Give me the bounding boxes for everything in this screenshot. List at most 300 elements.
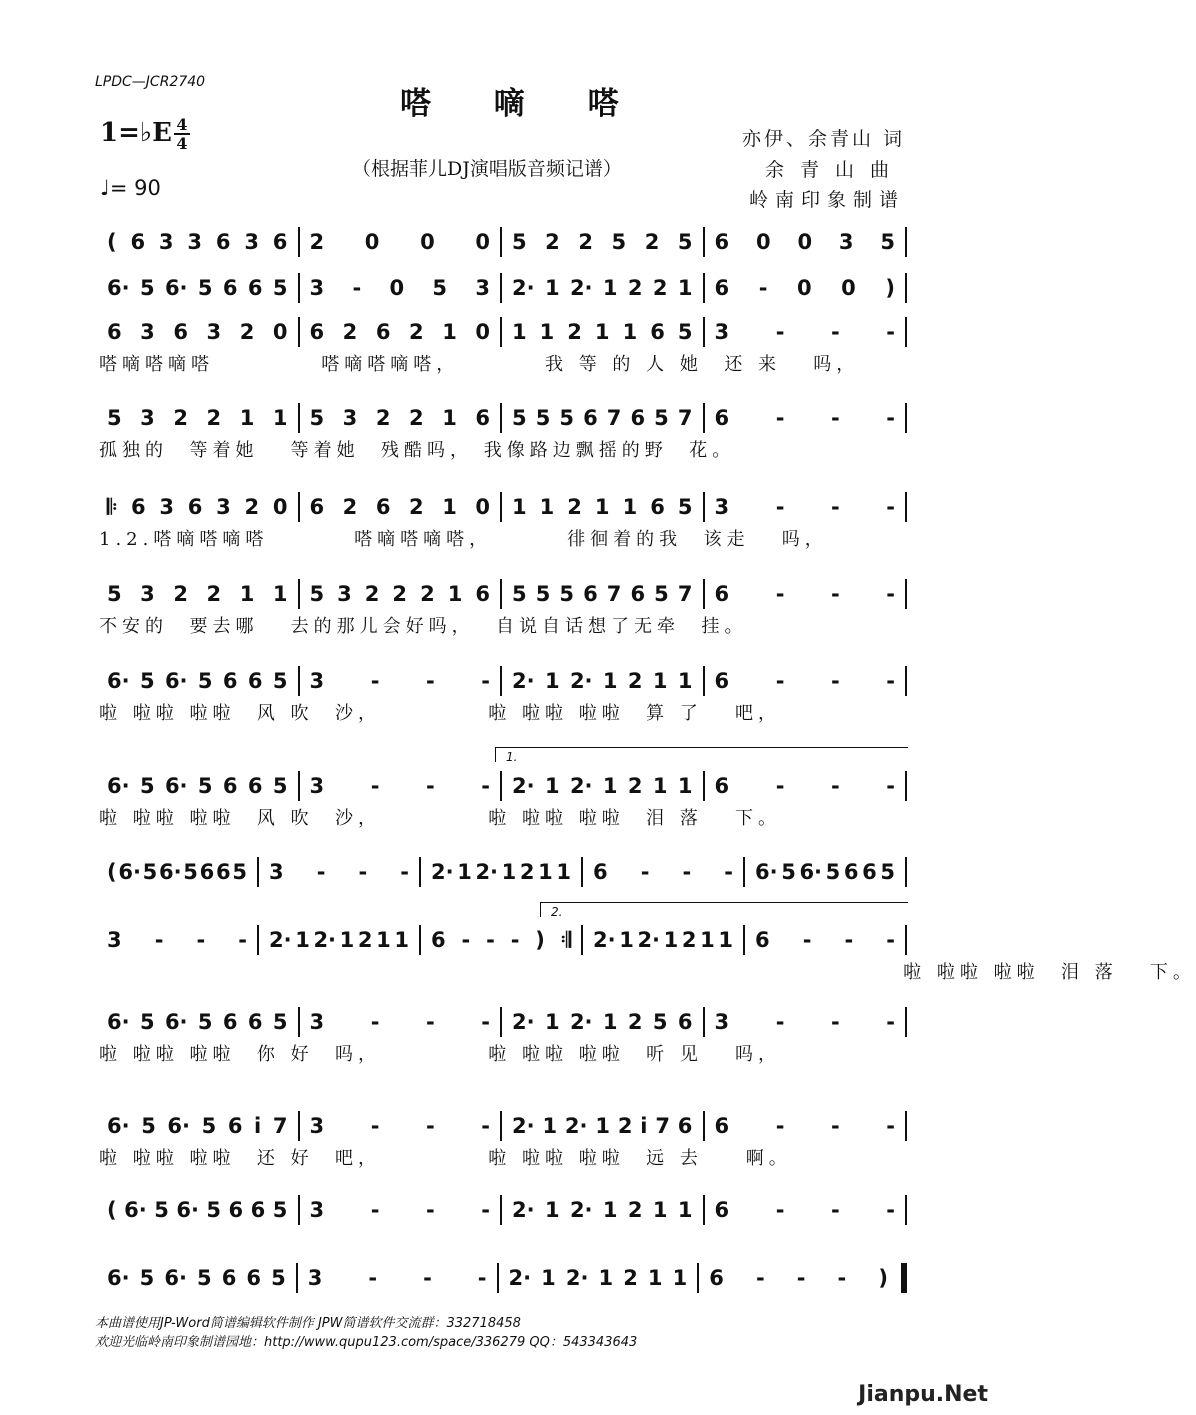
note-token: )	[878, 1266, 888, 1290]
note-token: -	[796, 1266, 806, 1290]
measure	[97, 312, 298, 352]
note-token: 5	[107, 406, 122, 430]
note-token: -	[755, 1266, 765, 1290]
composer-credit: 余青山曲	[764, 159, 905, 181]
barline	[905, 1007, 907, 1037]
measure	[502, 1106, 703, 1146]
note-token: 6·	[755, 860, 778, 884]
measure	[421, 920, 581, 960]
note-token: 5	[271, 1266, 286, 1290]
note-token: 5	[825, 860, 841, 884]
note-token: -	[775, 495, 785, 519]
measure	[300, 312, 501, 352]
note-token: -	[830, 406, 840, 430]
note-token: 1	[594, 320, 610, 344]
note-token: 6	[583, 582, 598, 606]
note-token: 6	[650, 495, 665, 519]
measure	[300, 222, 501, 262]
notation-line	[97, 920, 907, 960]
note-token: 1	[544, 774, 560, 798]
note-token: 0	[475, 495, 490, 519]
note-token: 2	[342, 495, 358, 519]
song-subtitle: （根据菲儿DJ演唱版音频记谱）	[352, 158, 622, 180]
note-token: 6	[714, 406, 730, 430]
note-token: i	[640, 1114, 648, 1138]
note-token: 6	[677, 1114, 693, 1138]
barline	[905, 1111, 907, 1141]
note-token: 2	[681, 928, 697, 952]
note-token: (	[107, 860, 117, 884]
note-token: 5	[197, 669, 213, 693]
note-token: 6	[272, 230, 288, 254]
measure	[97, 1106, 298, 1146]
measure	[705, 1002, 906, 1042]
measure	[705, 766, 906, 806]
note-token: 6·	[164, 774, 188, 798]
note-token: -	[758, 276, 768, 300]
measure	[502, 1190, 703, 1230]
note-token: 2·	[569, 1010, 593, 1034]
note-token: 5	[272, 1198, 288, 1222]
note-token: 3	[307, 1266, 323, 1290]
note-token: 2	[644, 230, 660, 254]
barline	[905, 771, 907, 801]
note-token: 2·	[569, 669, 593, 693]
note-token: -	[640, 860, 650, 884]
measure	[300, 1190, 501, 1230]
note-token: 2	[627, 669, 643, 693]
note-token: 6	[222, 774, 238, 798]
note-token: 6·	[107, 774, 130, 798]
measure	[97, 1190, 298, 1230]
note-token: 5	[139, 774, 155, 798]
note-token: 1	[447, 582, 463, 606]
note-token: -	[724, 860, 733, 884]
note-token: 5	[197, 774, 213, 798]
lyrics-line: 孤独的 等着她 等着她 残酷吗， 我像路边飘摇的野 花。	[99, 440, 736, 461]
measure	[97, 268, 298, 308]
note-token: -	[425, 774, 435, 798]
note-token: 5	[535, 582, 551, 606]
note-token: 0	[364, 230, 380, 254]
note-token: 3	[337, 582, 352, 606]
note-token: 6	[215, 230, 231, 254]
note-token: 6·	[158, 860, 182, 884]
note-token: 6	[199, 860, 215, 884]
note-token: 3	[309, 1198, 325, 1222]
lyrics-line: 啦 啦啦 啦啦 风 吹 沙， 啦 啦啦 啦啦 泪 落 下。	[99, 808, 782, 829]
barline	[905, 666, 907, 696]
lyrics-line: 1.2.嗒嘀嗒嘀嗒 嗒嘀嗒嘀嗒， 徘徊着的我 该走 吗，	[99, 529, 828, 550]
note-token: 6	[107, 320, 122, 344]
note-token: 6	[221, 1266, 237, 1290]
measure	[699, 1258, 898, 1298]
note-token: 6·	[167, 1114, 190, 1138]
note-token: 2	[409, 406, 424, 430]
note-token: 1	[442, 320, 457, 344]
note-token: 2	[627, 1198, 643, 1222]
measure	[705, 312, 906, 352]
note-token: -	[775, 1198, 785, 1222]
note-token: 1	[718, 928, 733, 952]
lyricist-credit: 亦伊、余青山 词	[741, 128, 905, 150]
measure	[97, 852, 257, 892]
note-token: 1	[677, 276, 693, 300]
note-token: 6	[215, 860, 231, 884]
measure	[705, 1106, 906, 1146]
note-token: 1	[544, 1010, 560, 1034]
song-title: 嗒 嘀 嗒	[400, 86, 645, 122]
note-token: 5	[154, 1198, 169, 1222]
measure	[705, 574, 906, 614]
note-token: -	[368, 1266, 378, 1290]
tempo-marking: ♩= 90	[100, 176, 161, 200]
note-token: 5	[652, 1010, 668, 1034]
note-token: -	[425, 1198, 435, 1222]
note-token: 1	[622, 495, 638, 519]
note-token: 5	[559, 582, 574, 606]
barline	[905, 227, 907, 257]
note-token: 5	[141, 1114, 156, 1138]
note-token: 2·	[508, 1266, 532, 1290]
note-token: 6	[475, 406, 490, 430]
note-token: 2	[627, 1010, 643, 1034]
note-token: 1	[239, 582, 255, 606]
note-token: 2·	[569, 1198, 593, 1222]
note-token: 1	[663, 928, 679, 952]
note-token: 6	[222, 669, 238, 693]
note-token: 1	[598, 1266, 614, 1290]
note-token: 0	[272, 495, 288, 519]
note-token: 6	[714, 1114, 730, 1138]
note-token: -	[423, 1266, 432, 1290]
note-token: 6·	[107, 1266, 130, 1290]
note-token: 6	[475, 582, 490, 606]
note-token: 5	[535, 406, 551, 430]
meter-top: 4	[176, 115, 188, 134]
note-token: -	[486, 928, 495, 952]
measure	[97, 1258, 296, 1298]
note-token: 6	[222, 276, 238, 300]
note-token: -	[886, 495, 895, 519]
note-token: 0	[841, 276, 856, 300]
note-token: 6	[431, 928, 446, 952]
measure	[259, 852, 419, 892]
measure	[502, 222, 703, 262]
note-token: 6	[650, 320, 665, 344]
note-token: -	[886, 582, 895, 606]
volta-bracket-1	[495, 747, 908, 762]
key-signature: 1=♭E	[100, 118, 172, 148]
measure	[583, 920, 743, 960]
note-token: 6	[247, 276, 263, 300]
meter-bottom: 4	[176, 134, 188, 153]
note-token: 2	[244, 495, 260, 519]
lyrics-line: 啦 啦啦 啦啦 还 好 吧， 啦 啦啦 啦啦 远 去 啊。	[99, 1148, 792, 1169]
note-token: 2·	[512, 1114, 535, 1138]
note-token: -	[481, 774, 490, 798]
note-token: 3	[342, 406, 358, 430]
note-token: 5	[559, 406, 574, 430]
note-token: -	[461, 928, 471, 952]
notation-line	[97, 312, 907, 352]
note-token: -	[358, 860, 368, 884]
note-token: -	[510, 928, 520, 952]
note-token: 1	[622, 320, 638, 344]
note-token: 2·	[512, 1198, 535, 1222]
note-token: 1	[272, 582, 288, 606]
note-token: 1	[652, 669, 668, 693]
measure	[705, 398, 906, 438]
notation-line	[97, 487, 907, 527]
footer-website-note: 欢迎光临岭南印象制谱园地：http://www.qupu123.com/space/336279 QQ：543343643	[95, 1335, 638, 1350]
note-token: 3	[309, 669, 325, 693]
note-token: i	[254, 1114, 262, 1138]
note-token: -	[886, 1010, 895, 1034]
note-token: 6·	[107, 1010, 130, 1034]
note-token: 5	[611, 230, 627, 254]
note-token: -	[316, 860, 326, 884]
note-token: 1	[394, 928, 409, 952]
barline	[905, 492, 907, 522]
note-token: 2	[342, 320, 358, 344]
note-token: 1	[239, 406, 255, 430]
note-token: 3	[309, 276, 325, 300]
measure	[502, 487, 703, 527]
note-token: 6	[173, 320, 188, 344]
measure	[97, 222, 298, 262]
note-token: 3	[159, 495, 174, 519]
barline	[905, 857, 907, 887]
barline	[905, 579, 907, 609]
note-token: 1	[512, 320, 527, 344]
note-token: 2	[623, 1266, 638, 1290]
note-token: 2·	[512, 774, 535, 798]
note-token: 6	[250, 1198, 266, 1222]
notation-line	[97, 398, 907, 438]
score-code: LPDC—JCR2740	[95, 74, 206, 90]
note-token: 2	[652, 276, 668, 300]
note-token: -	[425, 1010, 435, 1034]
note-token: 5	[432, 276, 448, 300]
score-system	[97, 574, 907, 640]
note-token: 5	[309, 406, 325, 430]
note-token: 1	[541, 1266, 556, 1290]
note-token: 1	[652, 1198, 668, 1222]
note-token: 3	[140, 406, 155, 430]
score-system	[97, 268, 907, 308]
note-token: 2	[364, 582, 380, 606]
measure	[300, 398, 501, 438]
note-token: 5	[654, 406, 669, 430]
note-token: 1	[594, 495, 610, 519]
measure	[300, 574, 501, 614]
notation-line	[97, 1002, 907, 1042]
note-token: 5	[309, 582, 325, 606]
note-token: -	[775, 669, 785, 693]
score-system	[97, 398, 907, 464]
barline	[905, 1195, 907, 1225]
note-token: -	[886, 1114, 895, 1138]
note-token: 5	[142, 860, 158, 884]
note-token: 2·	[512, 1010, 535, 1034]
note-token: 6	[228, 1198, 244, 1222]
measure	[745, 920, 905, 960]
note-token: 2·	[569, 774, 593, 798]
note-token: 1	[556, 860, 571, 884]
note-token: 5	[272, 1010, 288, 1034]
lyrics-line: 啦 啦啦 啦啦 你 好 吗， 啦 啦啦 啦啦 听 见 吗，	[99, 1044, 782, 1065]
note-token: 6·	[118, 860, 141, 884]
note-token: -	[775, 406, 785, 430]
measure	[300, 268, 501, 308]
measure	[502, 398, 703, 438]
note-token: (	[107, 230, 117, 254]
note-token: 6·	[164, 1266, 187, 1290]
note-token: 0	[389, 276, 405, 300]
note-token: 2·	[431, 860, 454, 884]
note-token: -	[830, 1114, 840, 1138]
note-token: (	[107, 1198, 117, 1222]
measure	[300, 1106, 501, 1146]
measure	[705, 222, 906, 262]
measure	[502, 1002, 703, 1042]
note-token: 6·	[124, 1198, 147, 1222]
note-token: 6	[247, 774, 263, 798]
score-system	[97, 222, 907, 262]
note-token: 2	[519, 860, 535, 884]
note-token: 1	[602, 669, 618, 693]
note-token: -	[830, 495, 840, 519]
volta-label-2: 2.	[551, 905, 563, 919]
note-token: 1	[619, 928, 634, 952]
note-token: 1	[677, 669, 693, 693]
note-token: -	[481, 669, 490, 693]
measure	[745, 852, 905, 892]
note-token: 2	[567, 320, 582, 344]
note-token: -	[837, 1266, 847, 1290]
measure	[97, 398, 298, 438]
note-token: 2·	[565, 1266, 589, 1290]
lyrics-line: 啦 啦啦 啦啦 风 吹 沙， 啦 啦啦 啦啦 算 了 吧，	[99, 703, 782, 724]
notation-line	[97, 268, 907, 308]
volta-bracket-2	[540, 902, 908, 917]
note-token: -	[886, 406, 895, 430]
note-token: 6	[247, 1010, 263, 1034]
note-token: 6	[714, 669, 730, 693]
note-token: 6·	[107, 1114, 130, 1138]
note-token: 6	[862, 860, 877, 884]
note-token: 5	[512, 582, 527, 606]
note-token: 2	[409, 320, 424, 344]
note-token: 6·	[164, 276, 188, 300]
note-token: 1	[677, 774, 693, 798]
note-token: 2	[375, 406, 391, 430]
score-system	[97, 312, 907, 378]
note-token: 3	[309, 1010, 325, 1034]
note-token: 7	[606, 406, 622, 430]
note-token: )	[535, 928, 545, 952]
barline	[905, 403, 907, 433]
note-token: -	[830, 582, 840, 606]
barline	[905, 273, 907, 303]
measure	[705, 1190, 906, 1230]
note-token: 2	[392, 582, 408, 606]
measure	[97, 487, 298, 527]
note-token: )	[885, 276, 895, 300]
note-token: 2	[567, 495, 582, 519]
note-token: -	[830, 320, 840, 344]
note-token: 5	[677, 320, 693, 344]
note-token: 7	[606, 582, 622, 606]
note-token: 2	[617, 1114, 633, 1138]
note-token: 5	[197, 1010, 213, 1034]
note-token: 5	[272, 276, 288, 300]
notation-line	[97, 574, 907, 614]
note-token: 1	[544, 669, 560, 693]
note-token: -	[481, 1114, 490, 1138]
note-token: 3	[187, 230, 203, 254]
note-token: 5	[512, 406, 527, 430]
note-token: 5	[880, 230, 895, 254]
note-token: -	[886, 1198, 895, 1222]
note-token: 5	[272, 774, 288, 798]
note-token: 6·	[107, 276, 130, 300]
score-system	[97, 1190, 907, 1230]
note-token: 1	[595, 1114, 610, 1138]
note-token: 2·	[564, 1114, 588, 1138]
note-token: 6	[714, 774, 730, 798]
note-token: -	[886, 669, 895, 693]
note-token: 7	[272, 1114, 288, 1138]
note-token: 1	[602, 774, 618, 798]
note-token: 1	[677, 1198, 693, 1222]
note-token: 1	[700, 928, 715, 952]
note-token: 5	[272, 669, 288, 693]
measure	[421, 852, 581, 892]
note-token: 5	[139, 1010, 155, 1034]
notation-line	[97, 1258, 907, 1298]
note-token: 6·	[799, 860, 823, 884]
measure	[502, 268, 703, 308]
note-token: -	[370, 1010, 380, 1034]
note-token: -	[481, 1198, 490, 1222]
note-token: 6	[755, 928, 770, 952]
measure	[259, 920, 419, 960]
note-token: -	[775, 774, 785, 798]
note-token: 5	[197, 276, 213, 300]
note-token: 2	[627, 774, 643, 798]
note-token: 2	[173, 406, 188, 430]
note-token: 6	[130, 495, 146, 519]
note-token: 5	[512, 230, 527, 254]
measure	[705, 661, 906, 701]
score-system	[97, 920, 1196, 986]
note-token: 0	[475, 230, 490, 254]
note-token: 5	[206, 1198, 222, 1222]
notation-line	[97, 1190, 907, 1230]
barline	[905, 925, 907, 955]
notation-line	[97, 1106, 907, 1146]
note-token: 1	[539, 495, 555, 519]
note-token: -	[775, 1114, 785, 1138]
note-token: 6	[583, 406, 598, 430]
note-token: -	[425, 1114, 435, 1138]
note-token: 2	[206, 406, 222, 430]
note-token: 2	[578, 230, 593, 254]
note-token: -	[830, 1010, 840, 1034]
note-token: 1	[538, 860, 553, 884]
